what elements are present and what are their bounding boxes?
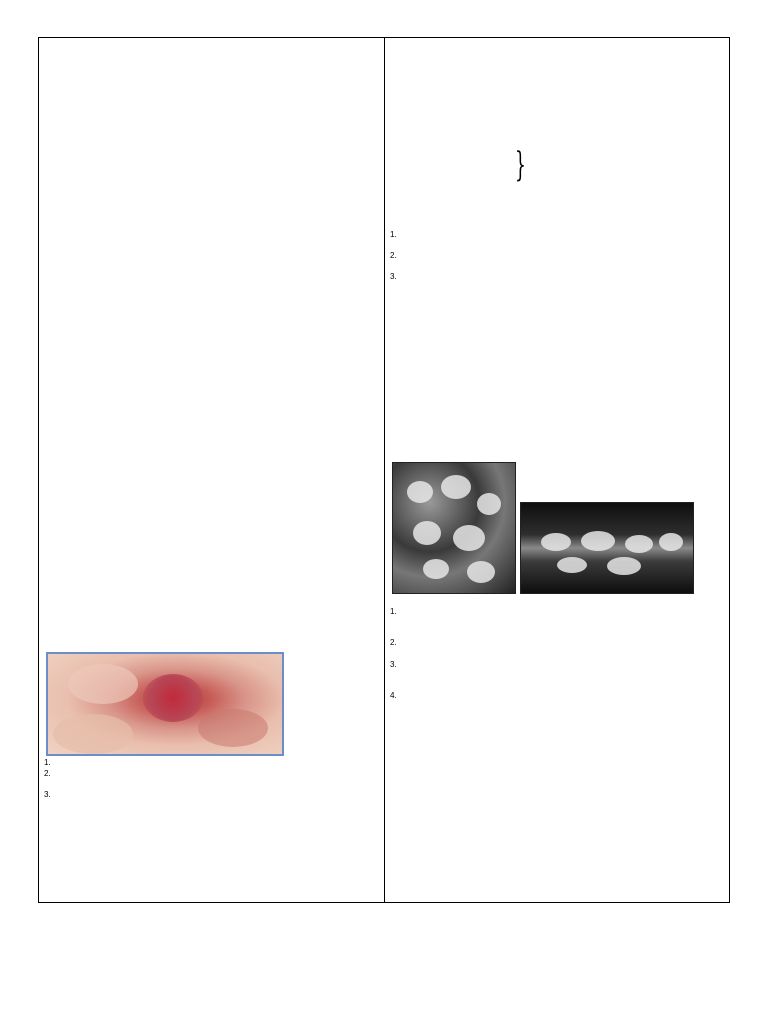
answer-2 [44,779,380,790]
case-text [390,314,726,325]
answer-item [44,177,380,188]
therapy-item [44,864,380,875]
question-1 [44,103,380,114]
prevention-item [44,843,380,854]
case-text [44,579,380,590]
foto-label [390,431,726,442]
question-1-cont [44,113,380,124]
answer-item [44,166,380,177]
therapy-item [44,875,380,886]
keadaan-umum [390,357,726,368]
prevention-title [44,811,380,822]
case-text [390,71,726,82]
question-8 [44,420,380,431]
exam-title [44,590,380,601]
question-7 [44,378,380,389]
question-5 [44,304,380,315]
intro-line [44,50,380,61]
question-2 [44,124,380,135]
right-column [390,39,726,442]
answer-item [44,336,380,347]
question-row: 2. [390,250,397,260]
answer-item [44,484,380,495]
exam-rt [44,600,380,611]
question-5 [44,293,380,304]
answer-row [44,219,380,230]
question-row: 4. [390,691,397,701]
abdomen [390,134,726,145]
section-title [44,548,380,559]
answer-item [390,723,726,734]
vitals2 [390,367,726,378]
cp [390,378,726,389]
answer-2-row: 2. [44,768,51,778]
question-row-cont [390,617,726,628]
pf-label [390,92,726,103]
answer-item [44,410,380,421]
answer [390,670,726,681]
answer [390,649,726,660]
section-title [390,304,726,315]
bising-usus [390,177,726,188]
answer-item [44,251,380,262]
answer-item [44,357,380,368]
rt [390,198,726,209]
case-text [44,558,380,569]
prevention-item [44,822,380,833]
answer-item [44,367,380,378]
right-answers [390,596,726,734]
lab [390,209,726,220]
question-5 [44,283,380,294]
question-10 [44,495,380,506]
status-generalis [390,103,726,114]
xray-upright [392,462,516,594]
answer-item [44,442,380,453]
answer-item [44,399,380,410]
prevention-item [44,832,380,843]
answer-3-row: 3. [44,789,51,799]
answer-3-cont [44,800,380,811]
question-7 [44,389,380,400]
question-row: 3. [390,272,397,282]
intro-line [44,81,380,92]
intro-line [44,60,380,71]
pertanyaan-label [390,596,726,607]
question-5 [44,272,380,283]
left-answers [44,758,380,896]
question-4 [44,230,380,241]
answer-item [44,187,380,198]
question-2-cont [44,134,380,145]
question-row: 1. [390,606,397,616]
question-row: 3. [390,659,397,669]
answer-item [44,156,380,167]
defans [390,399,726,410]
question-9 [44,463,380,474]
brace-symbol: } [515,145,526,185]
status-lokalis [390,124,726,135]
answer-item [44,516,380,527]
vitals [390,113,726,124]
pf2 [390,346,726,357]
answer-5 [44,314,380,325]
question-row: 1. [390,229,397,239]
abd [390,389,726,400]
answer-item [44,505,380,516]
answer-item [44,452,380,463]
rt2 [390,410,726,421]
answer-item [44,526,380,537]
intro-line [44,71,380,82]
clinical-photo [46,652,284,756]
answer [390,628,726,639]
defan [390,145,726,156]
case-text [390,60,726,71]
nyeri-lepas [390,166,726,177]
case-text [44,569,380,580]
question-row-cont [390,283,726,294]
answer-1-row: 1. [44,758,51,767]
exam-st [44,611,380,622]
lab2 [390,420,726,431]
column-divider [384,37,385,903]
answer-item [44,240,380,251]
answer-item [390,702,726,713]
section-title [390,39,726,50]
case-text [390,325,726,336]
left-column [44,39,380,622]
answer-row [44,209,380,220]
question-8 [44,431,380,442]
question-3 [44,198,380,209]
section-title [44,39,380,50]
answer-item [44,145,380,156]
answer [390,261,726,272]
answer-item [390,713,726,724]
answer-item [44,346,380,357]
nyeri-tekan [390,156,726,167]
question-6 [44,325,380,336]
question-row: 2. [390,638,397,648]
xray-lld [520,502,694,594]
instruction [44,92,380,103]
answer [390,681,726,692]
answer [390,240,726,251]
answer-item [44,261,380,272]
therapy-item [44,885,380,896]
answer-row [44,473,380,484]
therapy-title [44,853,380,864]
pertanyaan-label [390,219,726,230]
case-text [390,50,726,61]
case-text [390,336,726,347]
